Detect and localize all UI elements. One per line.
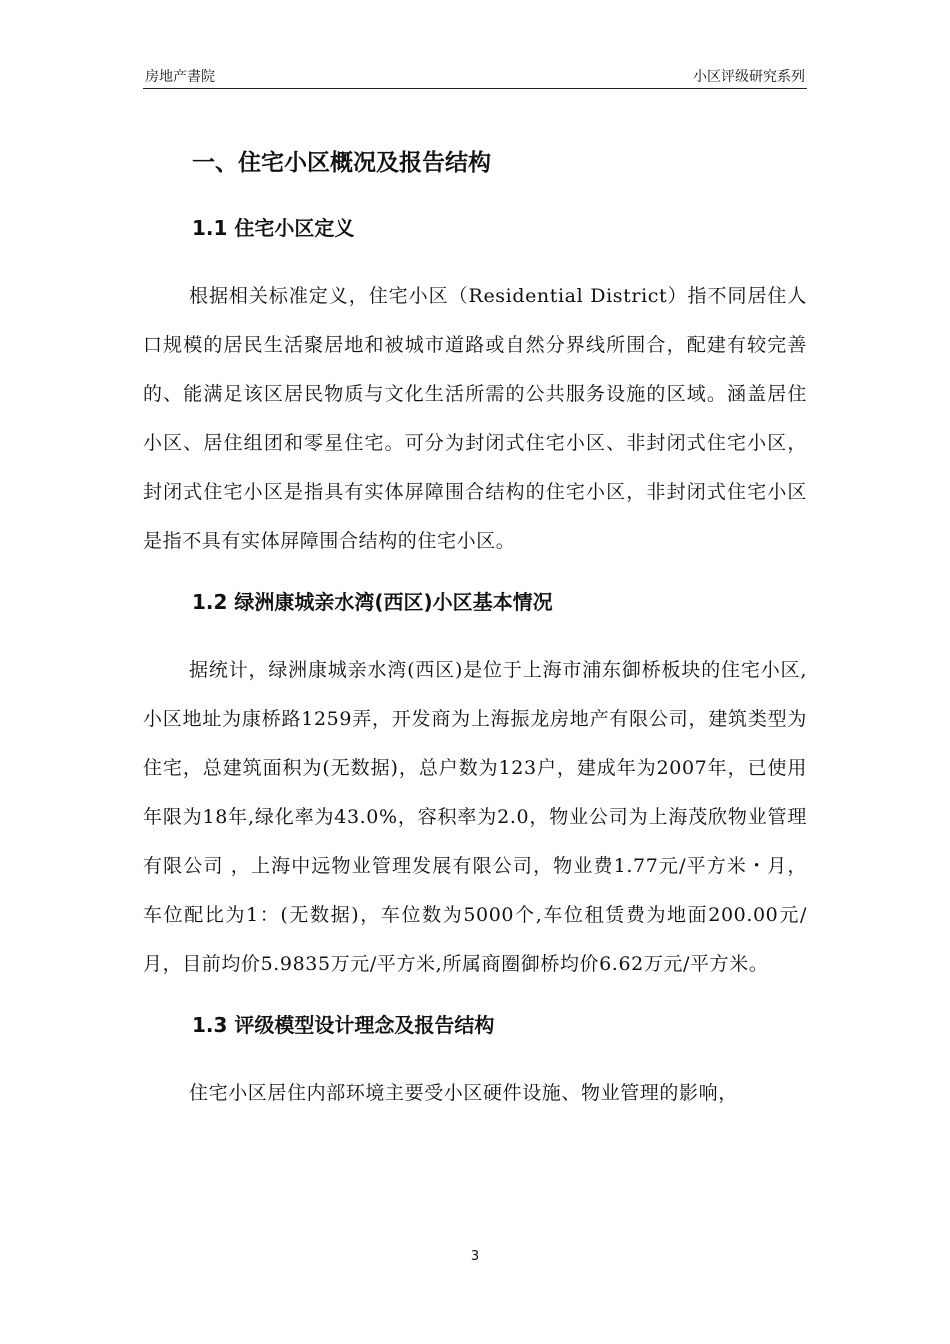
section-paragraph-1-3: 住宅小区居住内部环境主要受小区硬件设施、物业管理的影响， xyxy=(189,1082,738,1104)
document-body xyxy=(143,140,807,1118)
section-title-1-3: 1.3 评级模型设计理念及报告结构 xyxy=(192,1013,495,1037)
section-title-1-1: 1.1 住宅小区定义 xyxy=(192,216,355,240)
section-paragraph-1-1: 根据相关标准定义，住宅小区（Residential District）指不同居住人口规模的居民生活聚居地和被城市道路或自然分界线所围合，配建有较完善的、能满足该区居民物质与文化生活所需的公共服务设施的区域。涵盖居住小区、居住组团和零星住宅。可分为封闭式住宅小区、非封闭式住宅小区，封闭式住宅小区是指具有实体屏障围合结构的住宅小区，非封闭式住宅小区是指不具有实体屏障围合结构的住宅小区。 xyxy=(143,285,807,552)
section-paragraph-1-2: 据统计，绿洲康城亲水湾(西区)是位于上海市浦东御桥板块的住宅小区,小区地址为康桥路1259弄，开发商为上海振龙房地产有限公司，建筑类型为住宅，总建筑面积为(无数据)，总户数为123户，建成年为2007年，已使用年限为18年,绿化率为43.0%，容积率为2.0，物业公司为上海茂欣物业管理有限公司 ，上海中远物业管理发展有限公司，物业费1.77元/平方米・月，车位配比为1：(无数据)，车位数为5000个,车位租赁费为地面200.00元/月，目前均价5.9835万元/平方米,所属商圈御桥均价6.62万元/平方米。 xyxy=(143,659,807,975)
section-title-1-2: 1.2 绿洲康城亲水湾(西区)小区基本情况 xyxy=(192,590,553,614)
page-number: 3 xyxy=(470,1249,480,1264)
header-publisher: 房地产書院 xyxy=(145,69,215,85)
chapter-title: 一、住宅小区概况及报告结构 xyxy=(192,150,491,176)
header-series-title: 小区评级研究系列 xyxy=(693,69,805,85)
page-header xyxy=(143,66,807,89)
